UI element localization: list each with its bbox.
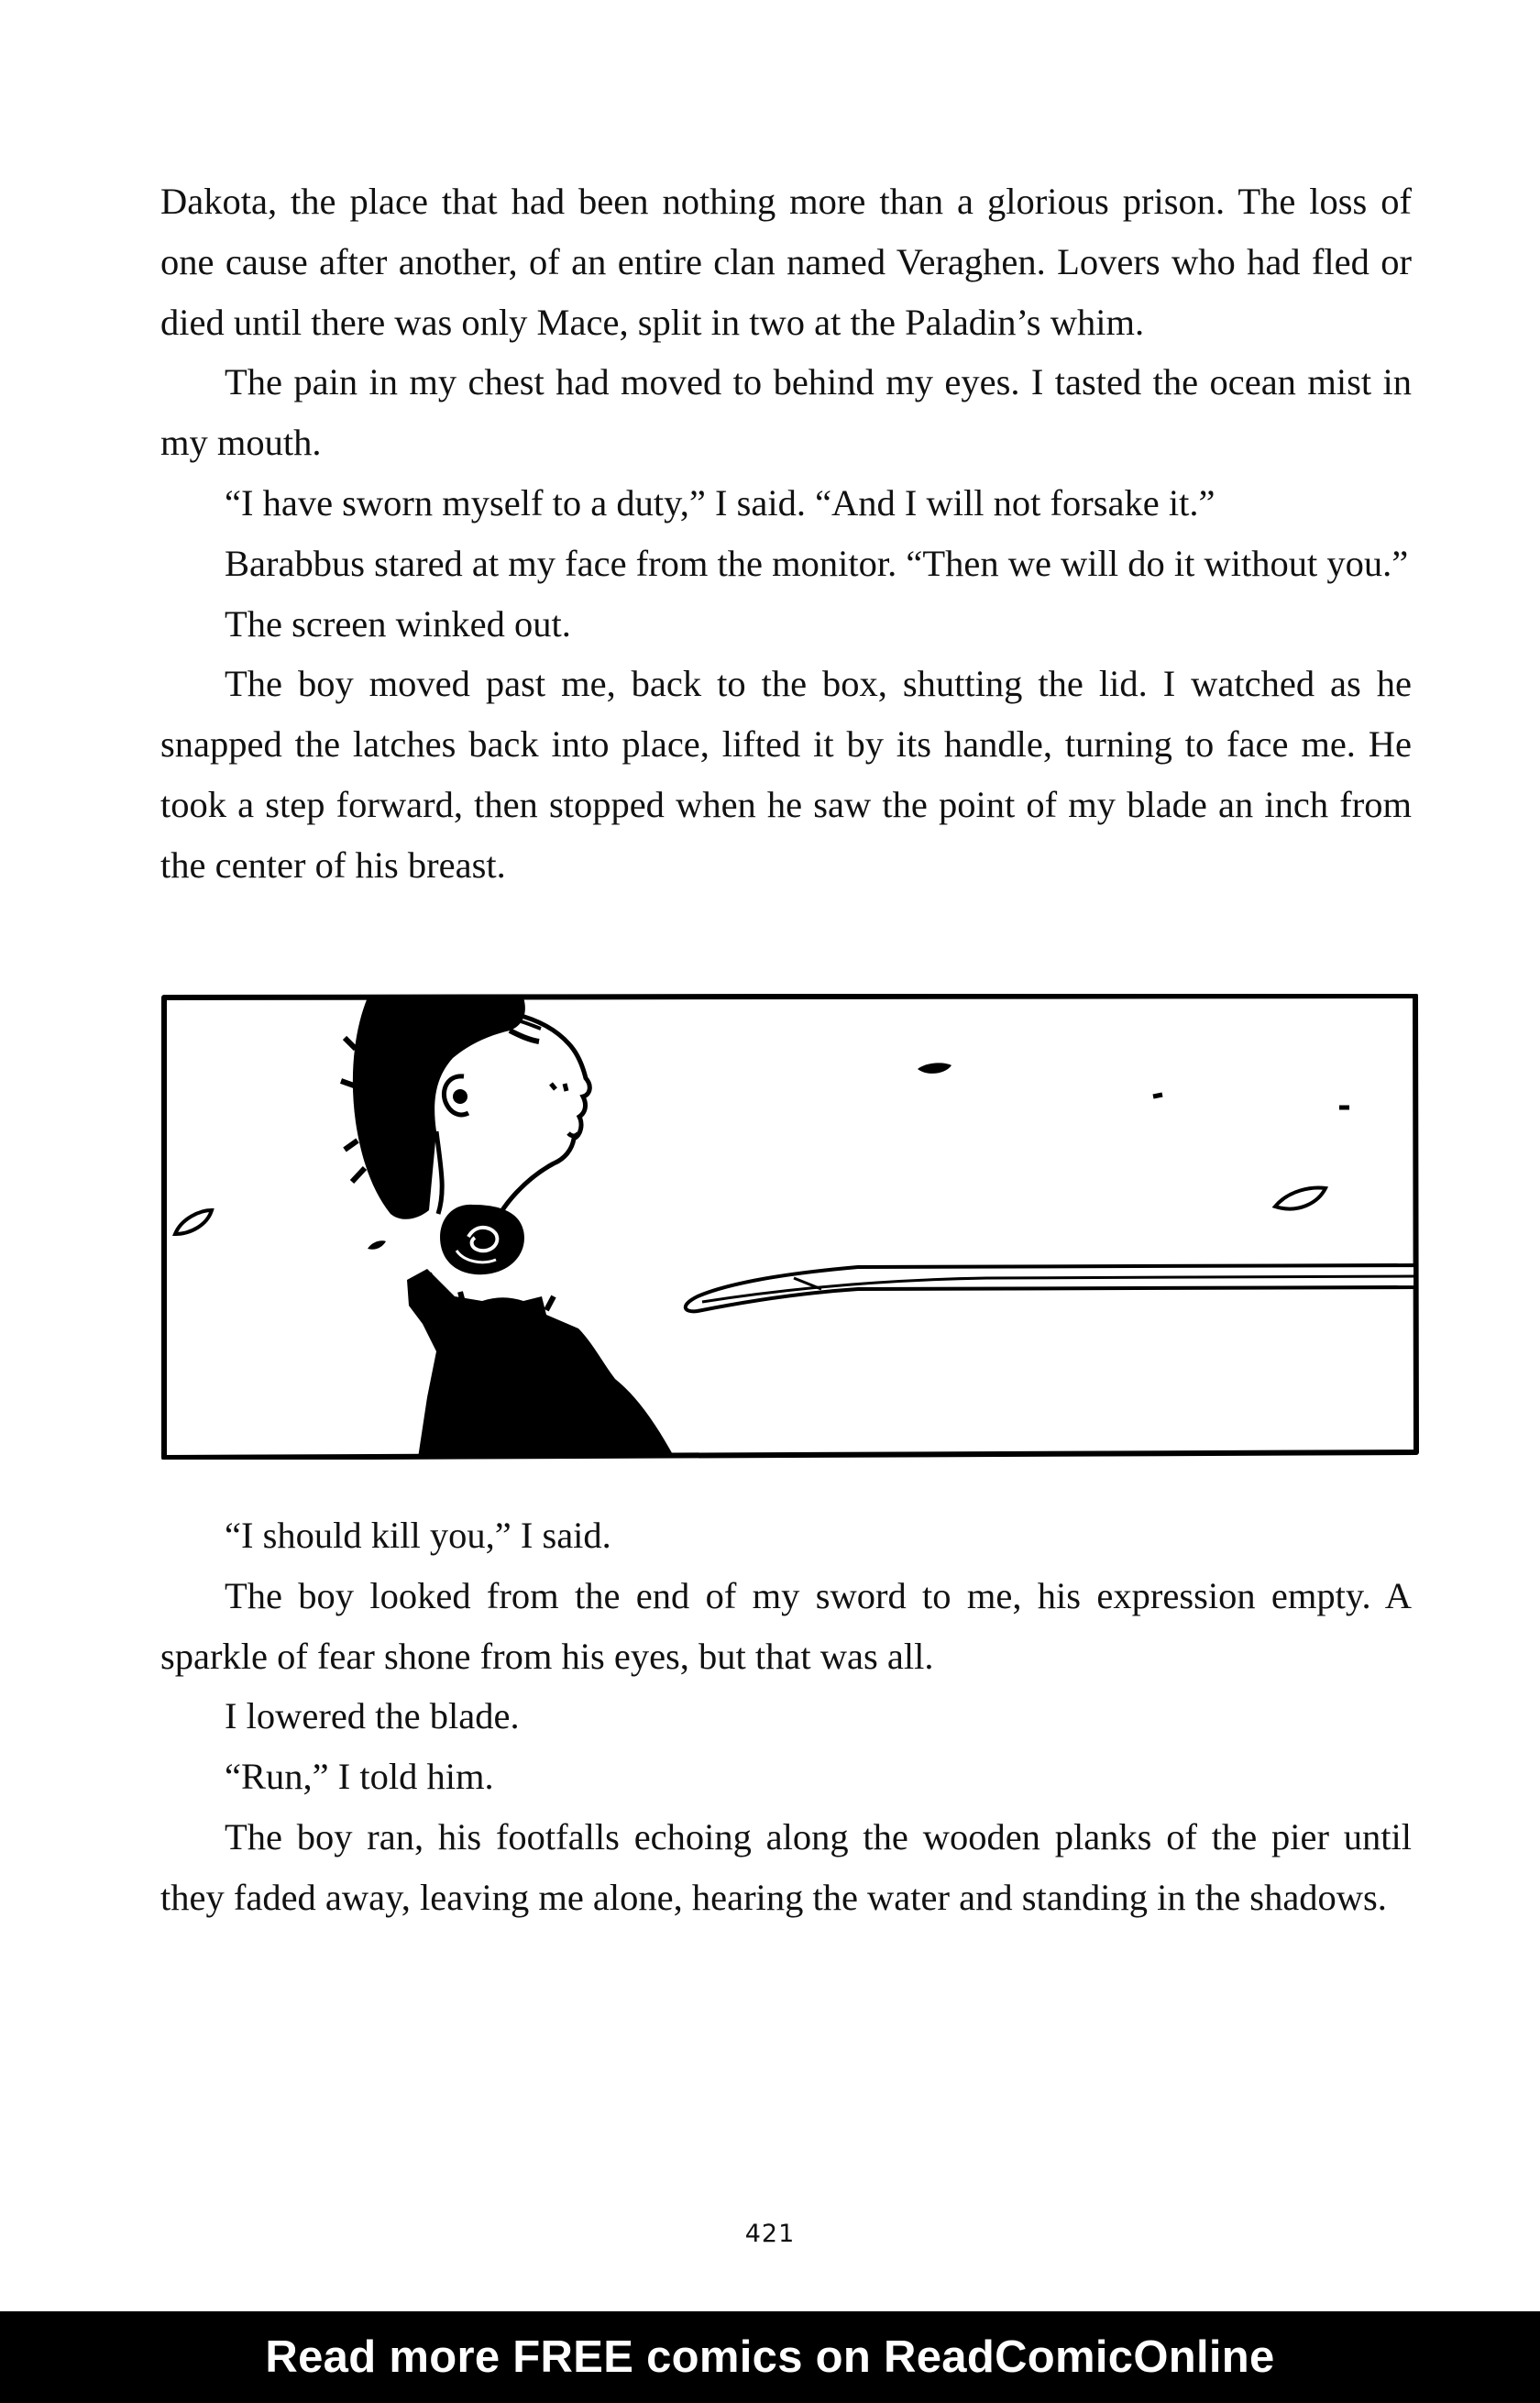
paragraph: “I should kill you,” I said. [225,1515,611,1556]
paragraph: I lowered the blade. [225,1695,520,1737]
paragraph: The screen winked out. [225,602,571,645]
text-block-bottom [160,1505,1412,1928]
paragraph: The pain in my chest had moved to behind my eyes. I tasted the ocean mist in my mouth. [160,361,1412,464]
paragraph: Barabbus stared at my face from the monitor. “Then we will do it without you.” [225,542,1409,584]
paragraph: The boy looked from the end of my sword to me, his expression empty. A sparkle of fear shone from his eyes, but that was all. [160,1574,1412,1677]
paragraph: The boy ran, his footfalls echoing along the wooden planks of the pier until they faded away, leaving me alone, hearing the water and standing in the shadows. [160,1815,1412,1918]
paragraph: “I have sworn myself to a duty,” I said. “And I will not forsake it.” [225,481,1216,524]
page-number: 421 [744,2220,796,2248]
paragraph: “Run,” I told him. [225,1756,494,1798]
paragraph: Dakota, the place that had been nothing more than a glorious prison. The loss of one cause after another, of an entire clan named Veraghen. Lovers who had fled or died until there was only Mace, split in two at the Paladin’s whim. [160,181,1412,343]
text-block-top [160,171,1412,896]
ink-drawing-boy-and-sword [161,994,1419,1460]
comic-panel-illustration [161,994,1419,1460]
promo-banner-link[interactable]: Read more FREE comics on ReadComicOnline [265,2332,1275,2382]
promo-banner[interactable] [0,2311,1540,2403]
paragraph: The boy moved past me, back to the box, shutting the lid. I watched as he snapped the latches back into place, lifted it by its handle, turning to face me. He took a step forward, then stopped when he saw the point of my blade an inch from the center of his breast. [160,663,1412,886]
